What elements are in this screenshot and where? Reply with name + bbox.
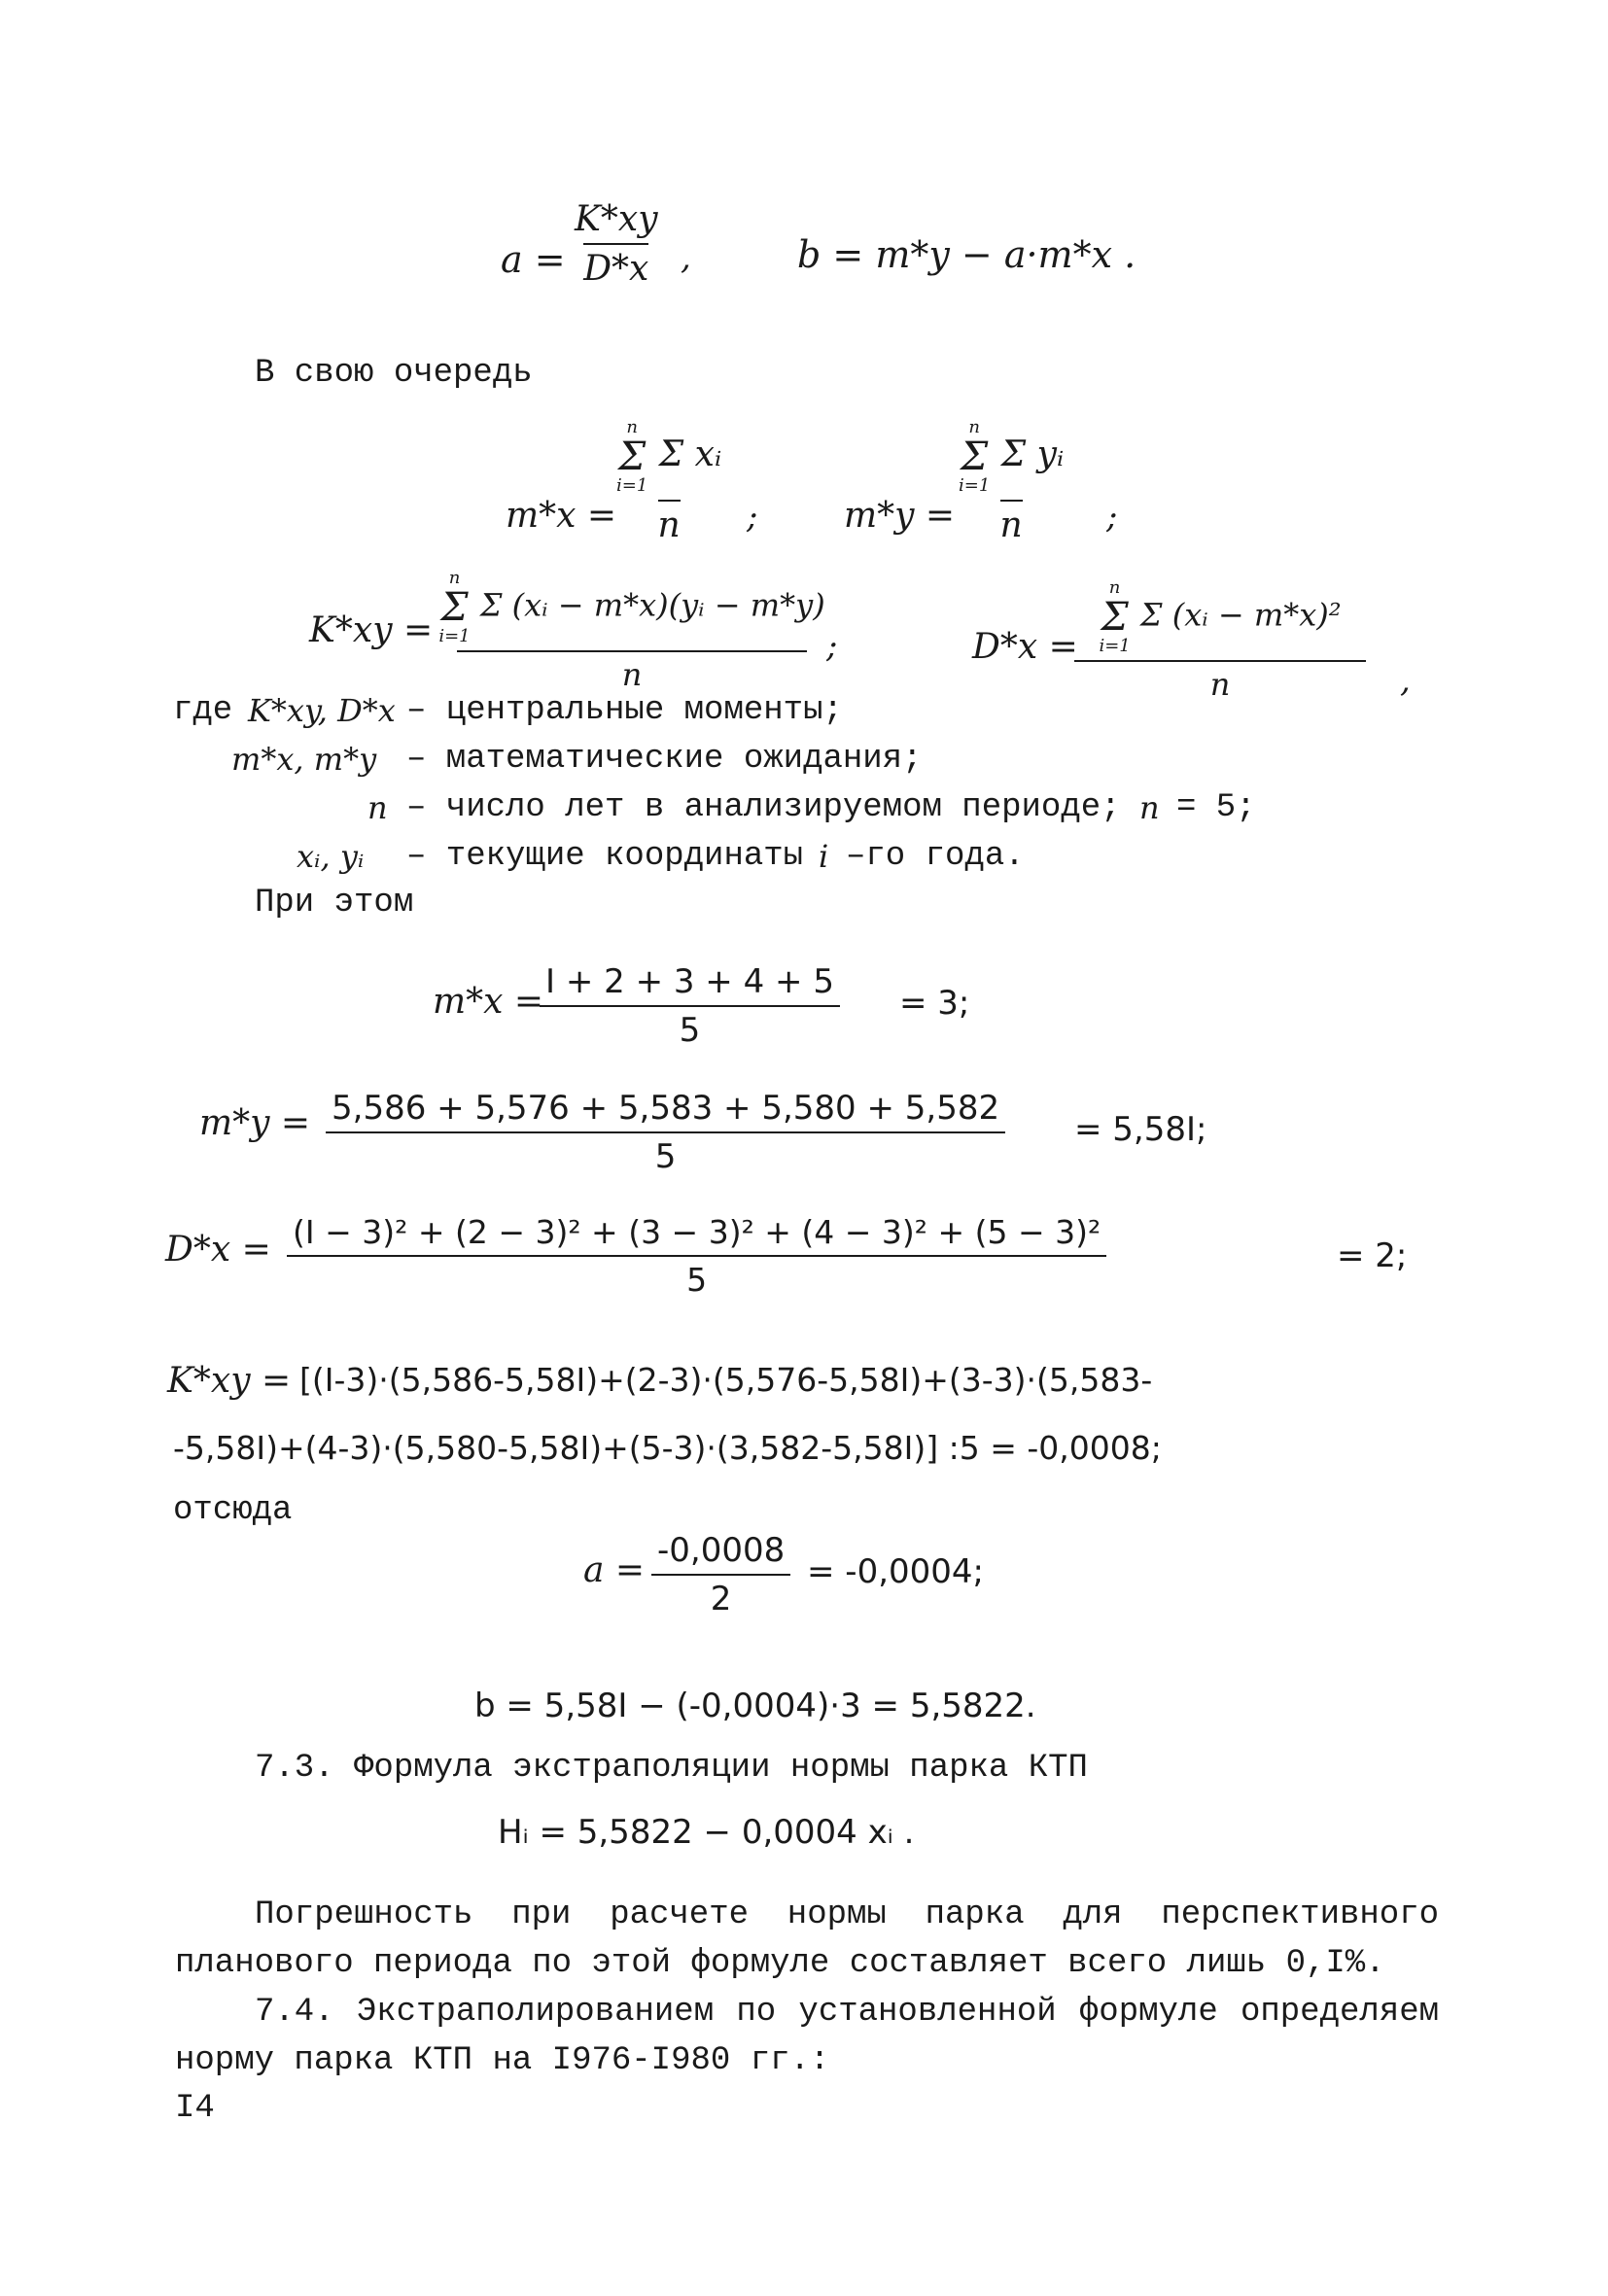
dx-numerator: Σ (xᵢ − m*x)²	[1139, 596, 1342, 634]
definition-tail: –го года.	[846, 838, 1025, 875]
kxy-sep: ;	[826, 627, 838, 666]
mx-sep: ;	[747, 498, 758, 537]
kxy-denominator: n	[457, 650, 807, 693]
paragraph-error: Погрешность при расчете нормы парка для перспективного планового периода по этой формуле составляет всего лишь 0,I%.	[175, 1896, 1439, 1982]
section-7-4: 7.4. Экстраполированием по установленной формуле определяем норму парка КТП на I976-I980 гг.:	[175, 1994, 1439, 2079]
my-denominator: n	[1000, 500, 1023, 545]
dx-fraction	[1074, 578, 1366, 703]
definition-tail: = 5;	[1176, 789, 1256, 826]
calc-my-lhs: m*y =	[199, 1103, 311, 1143]
intro2-text: При этом	[255, 885, 414, 922]
definition-text: – число лет в анализируемом периоде;	[406, 789, 1121, 826]
formula-b: b = m*y − a·m*x .	[797, 233, 1136, 276]
definition-lead: где	[173, 692, 233, 729]
calc-dx-lhs: D*x =	[165, 1230, 271, 1270]
formula-a-comma: ,	[681, 238, 691, 277]
dx-sep: ,	[1400, 661, 1411, 700]
calc-a-denominator: 2	[651, 1574, 790, 1618]
mx-fraction	[611, 418, 727, 545]
definition-text: – центральные моменты;	[406, 692, 843, 729]
my-lhs: m*y =	[844, 496, 956, 536]
calc-dx-numerator: (I − 3)² + (2 − 3)² + (3 − 3)² + (4 − 3)² + (5 − 3)²	[293, 1213, 1101, 1251]
my-numerator: Σ yᵢ	[1000, 434, 1065, 474]
my-sep: ;	[1106, 498, 1118, 537]
definition-symbol: m*x, m*y	[231, 741, 377, 778]
formula-a-lhs: a =	[501, 238, 566, 281]
definition-symbol: n	[367, 789, 388, 826]
kxy-fraction	[438, 568, 825, 693]
calc-kxy-lhs: K*xy =	[167, 1361, 292, 1401]
calc-mx-numerator: I + 2 + 3 + 4 + 5	[545, 962, 834, 1001]
calc-mx-denominator: 5	[540, 1005, 840, 1050]
calc-a-lhs: a =	[583, 1550, 646, 1590]
calc-my-denominator: 5	[326, 1131, 1005, 1176]
calc-my-rhs: = 5,58I;	[1074, 1110, 1207, 1149]
calc-dx-rhs: = 2;	[1337, 1236, 1408, 1275]
calc-b: b = 5,58I − (-0,0004)·3 = 5,5822.	[474, 1687, 1036, 1725]
section-7-3: 7.3. Формула экстраполяции нормы парка КТП	[255, 1750, 1088, 1787]
sum-icon: n Σ i=1	[1099, 577, 1131, 656]
calc-mx-fraction	[540, 962, 840, 1050]
calc-dx-denominator: 5	[287, 1255, 1106, 1299]
definition-text: – текущие координаты	[406, 838, 804, 875]
calc-mx-lhs: m*x =	[433, 982, 544, 1022]
sum-icon: n Σ i=1	[438, 568, 471, 646]
calc-kxy-line2: -5,58I)+(4-3)·(5,580-5,58I)+(5-3)·(3,582-5,58I)] :5 = -0,0008;	[173, 1429, 1162, 1467]
definition-tail-symbol: n	[1139, 789, 1160, 826]
intro-text: В свою очередь	[255, 355, 533, 392]
definition-symbol: K*xy, D*x	[248, 692, 396, 729]
formula-a-numerator: K*xy	[575, 199, 658, 239]
page-number: I4	[175, 2090, 215, 2127]
mx-lhs: m*x =	[506, 496, 617, 536]
calc-kxy-line1: [(I-3)·(5,586-5,58I)+(2-3)·(5,576-5,58I)+(3-3)·(5,583-	[299, 1361, 1153, 1399]
calc-a-numerator: -0,0008	[657, 1531, 786, 1570]
mx-numerator: Σ xᵢ	[658, 434, 722, 474]
calc-a-rhs: = -0,0004;	[807, 1552, 984, 1591]
formula-h: Hᵢ = 5,5822 − 0,0004 xᵢ .	[498, 1813, 915, 1852]
definition-tail-symbol: i	[819, 838, 829, 875]
sum-icon: n Σ i=1	[616, 417, 648, 496]
dx-denominator: n	[1074, 660, 1366, 703]
formula-a-fraction	[569, 199, 664, 289]
kxy-numerator: Σ (xᵢ − m*x)(yᵢ − m*y)	[479, 586, 825, 624]
definition-symbol: xᵢ, yᵢ	[297, 838, 365, 875]
calc-dx-fraction	[287, 1213, 1106, 1299]
my-fraction	[953, 418, 1069, 545]
calc-my-fraction	[326, 1089, 1005, 1176]
calc-mx-rhs: = 3;	[899, 984, 970, 1023]
dx-lhs: D*x =	[972, 627, 1078, 667]
formula-a-denominator: D*x	[583, 243, 648, 289]
mx-denominator: n	[658, 500, 681, 545]
calc-a-fraction	[651, 1531, 790, 1618]
definition-text: – математические ожидания;	[406, 741, 923, 778]
hence-text: отсюда	[173, 1492, 293, 1529]
sum-icon: n Σ i=1	[959, 417, 991, 496]
kxy-lhs: K*xy =	[309, 610, 434, 650]
calc-my-numerator: 5,586 + 5,576 + 5,583 + 5,580 + 5,582	[332, 1089, 1000, 1128]
